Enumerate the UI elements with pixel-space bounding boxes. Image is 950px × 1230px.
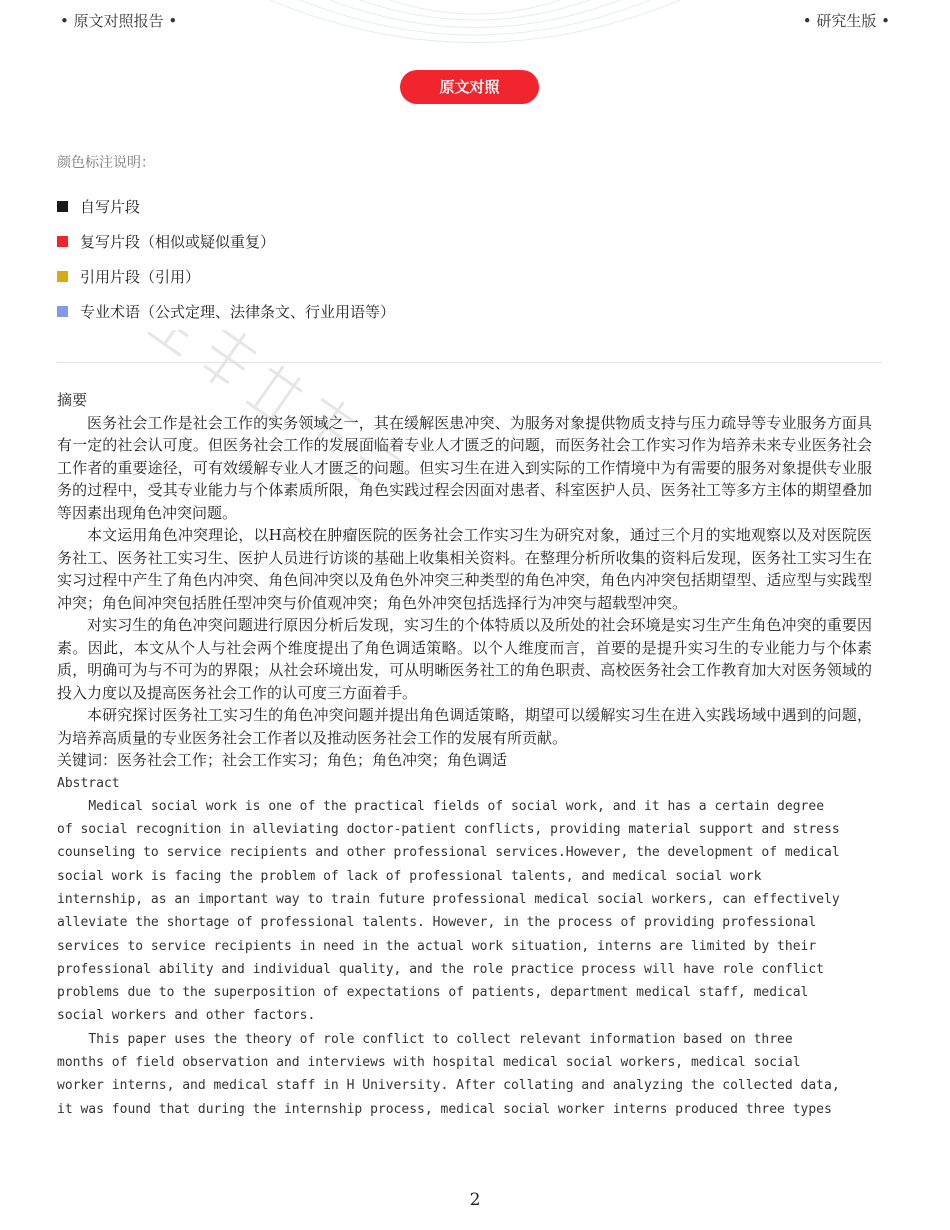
en-paragraph: This paper uses the theory of role conflict to collect relevant information based on three months of field observation and interviews with hospital medical social workers, medical social worker interns, and medical staff in H University. After collating and analyzing the collected data, it was found that during the internship process, medical social worker interns produced three types [57,1031,840,1117]
blue-square-icon [57,306,68,317]
legend-label: 专业术语（公式定理、法律条文、行业用语等） [80,303,396,321]
color-legend [57,196,395,336]
black-square-icon [57,201,68,212]
legend-item-terminology [57,301,395,336]
cn-paragraph: 本文运用角色冲突理论，以H高校在肿瘤医院的医务社会工作实习生为研究对象，通过三个月的实地观察以及对医院医务社工、医务社工实习生、医护人员进行访谈的基础上收集相关资料。在整理分析所收集的资料后发现，医务社工实习生在实习过程中产生了角色内冲突、角色间冲突以及角色外冲突三种类型的角色冲突，角色内冲突包括期望型、适应型与实践型冲突；角色间冲突包括胜任型冲突与价值观冲突；角色外冲突包括选择行为冲突与超载型冲突。 [57,526,872,612]
cn-paragraph: 对实习生的角色冲突问题进行原因分析后发现，实习生的个体特质以及所处的社会环境是实习生产生角色冲突的重要因素。因此，本文从个人与社会两个维度提出了角色调适策略。以个人维度而言，首要的是提升实习生的专业能力与个体素质，明确可为与不可为的界限；从社会环境出发，可从明晰医务社工的角色职责、高校医务社会工作教育加大对医务领域的投入力度以及提高医务社会工作的认可度三方面着手。 [57,616,872,702]
page-number: 2 [469,1190,481,1210]
en-paragraph: Medical social work is one of the practical fields of social work, and it has a certain degree of social recognition in alleviating doctor-patient conflicts, providing material support and stress counseling to service recipients and other professional services.However, the development of medical social work is facing the problem of lack of professional talents, and medical social work internship, as an important way to train future professional medical social workers, can effectively alleviate the shortage of professional talents. However, in the process of providing professional services to service recipients in need in the actual work situation, interns are limited by their professional ability and individual quality, and the role practice process will have role conflict problems due to the superposition of expectations of patients, department medical staff, medical social workers and other factors. [57,798,840,1024]
legend-item-rewritten [57,231,395,266]
legend-label: 复写片段（相似或疑似重复） [80,233,276,251]
legend-item-self-written [57,196,395,231]
legend-title: 颜色标注说明： [57,155,155,171]
legend-label: 引用片段（引用） [80,268,201,286]
cn-paragraph: 本研究探讨医务社工实习生的角色冲突问题并提出角色调适策略，期望可以缓解实习生在进入实践场域中遇到的问题，为培养高质量的专业医务社会工作者以及推动医务社会工作的发展有所贡献。 [57,706,872,747]
cn-paragraph: 医务社会工作是社会工作的实务领域之一，其在缓解医患冲突、为服务对象提供物质支持与压力疏导等专业服务方面具有一定的社会认可度。但医务社会工作的发展面临着专业人才匮乏的问题，而医务社会工作实习作为培养未来专业医务社会工作者的重要途径，可有效缓解专业人才匮乏的问题。但实习生在进入到实际的工作情境中为有需要的服务对象提供专业服务的过程中，受其专业能力与个体素质所限，角色实践过程会因面对患者、科室医护人员、医务社工等多方主体的期望叠加等因素出现角色冲突问题。 [57,413,872,522]
divider [57,362,882,363]
english-abstract-heading: Abstract [57,775,120,791]
legend-item-quoted [57,266,395,301]
keywords: 关键词：医务社会工作；社会工作实习；角色；角色冲突；角色调适 [57,751,508,769]
report-header [0,10,950,32]
report-type-label: • 原文对照报告 • [60,12,178,30]
yellow-square-icon [57,271,68,282]
section-badge: 原文对照 [400,70,539,104]
document-body [57,389,872,1121]
legend-label: 自写片段 [80,198,141,216]
edition-label: • 研究生版 • [802,12,890,30]
red-square-icon [57,236,68,247]
abstract-heading: 摘要 [57,391,88,409]
